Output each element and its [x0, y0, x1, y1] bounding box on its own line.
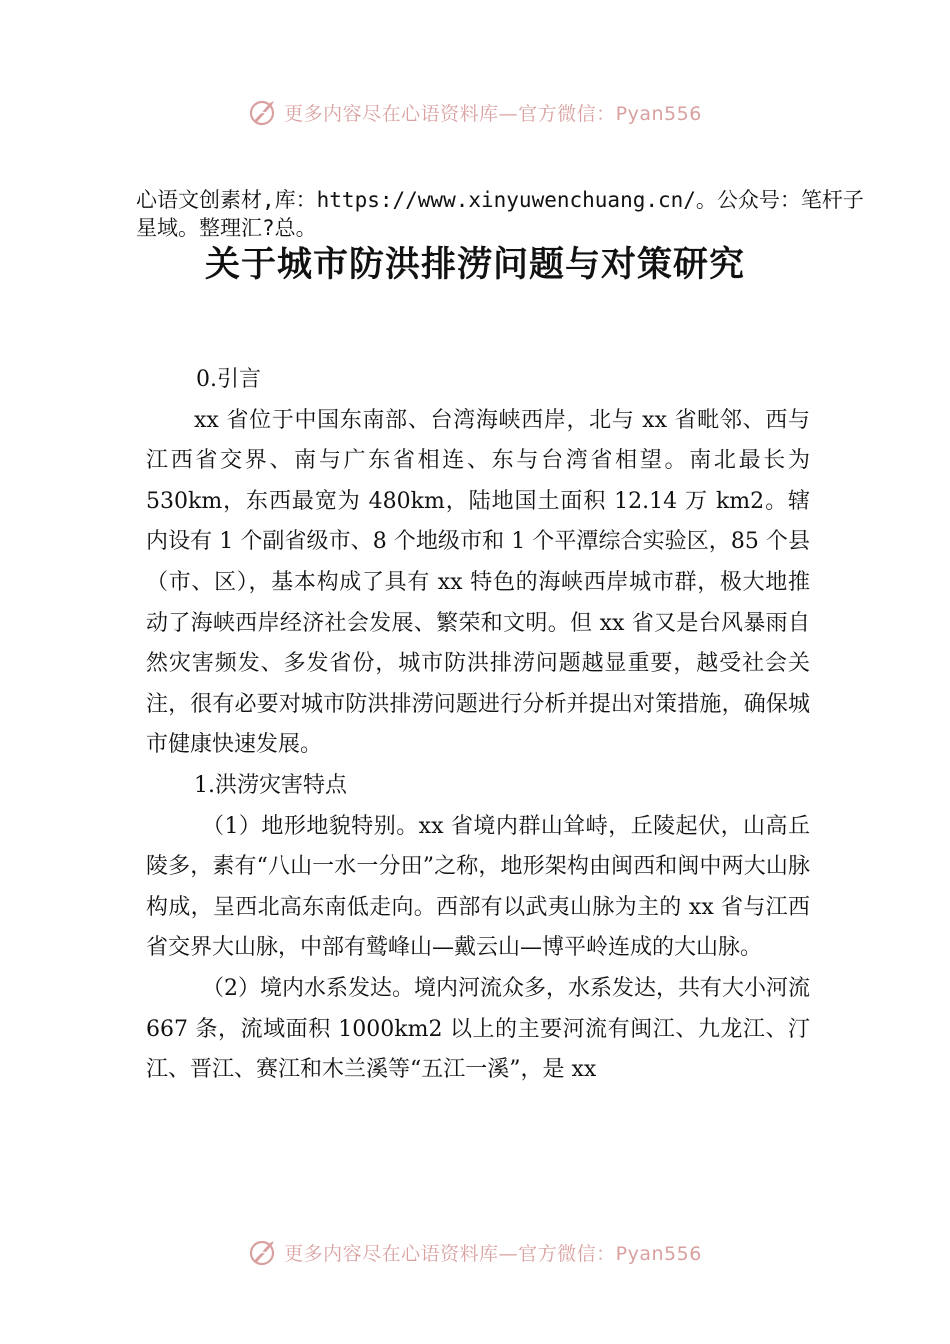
point-terrain-paragraph: （1）地形地貌特别。xx 省境内群山耸峙，丘陵起伏，山高丘陵多，素有“八山一水一分田”之称，地形架构由闽西和闽中两大山脉构成，呈西北高东南低走向。西部有以武夷山脉为主的 xx 省与江西省交界大山脉，中部有鹫峰山—戴云山—博平岭连成的大山脉。 [146, 813, 810, 961]
banner-wechat-id: Pyan556 [615, 102, 702, 125]
quill-pen-logo-icon [248, 1237, 278, 1267]
banner-wechat-id: Pyan556 [615, 1242, 702, 1265]
source-note: 心语文创素材,库：https://www.xinyuwenchuang.cn/。公众号：笔杆子星域。整理汇?总。 [136, 188, 864, 240]
banner-text: 更多内容尽在心语资料库—官方微信： [284, 102, 616, 125]
quill-pen-logo-icon [248, 97, 278, 127]
document-body [146, 360, 810, 1091]
point-water-system-paragraph: （2）境内水系发达。境内河流众多，水系发达，共有大小河流 667 条，流域面积 1000km2 以上的主要河流有闽江、九龙江、汀江、晋江、赛江和木兰溪等“五江一溪”，是 xx [146, 975, 810, 1083]
document-title: 关于城市防洪排涝问题与对策研究 [204, 244, 745, 285]
header-watermark-banner [0, 92, 950, 132]
banner-text: 更多内容尽在心语资料库—官方微信： [284, 1242, 616, 1265]
flood-characteristics-heading: 1.洪涝灾害特点 [194, 772, 347, 798]
footer-watermark-banner [0, 1232, 950, 1272]
intro-paragraph: xx 省位于中国东南部、台湾海峡西岸，北与 xx 省毗邻、西与江西省交界、南与广东省相连、东与台湾省相望。南北最长为 530km，东西最宽为 480km，陆地国土面积 12.14 万 km2。辖内设有 1 个副省级市、8 个地级市和 1 个平潭综合实验区，85 个县（市、区），基本构成了具有 xx 特色的海峡西岸城市群，极大地推动了海峡西岸经济社会发展、繁荣和文明。但 xx 省又是台风暴雨自然灾害频发、多发省份，城市防洪排涝问题越显重要，越受社会关注，很有必要对城市防洪排涝问题进行分析并提出对策措施，确保城市健康快速发展。 [146, 407, 810, 758]
intro-heading: 0.引言 [196, 367, 261, 392]
